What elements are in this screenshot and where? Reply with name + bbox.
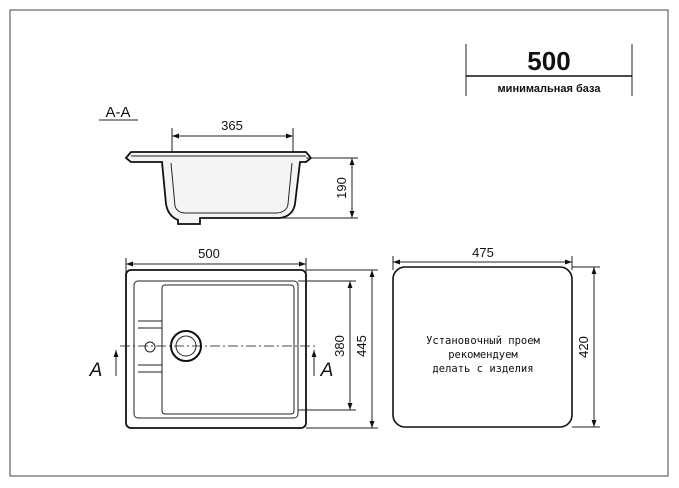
cut-label-left: A — [89, 360, 103, 381]
section-title: А-А — [105, 104, 131, 121]
cut-label-right: A — [320, 360, 334, 381]
top-inner-height-label: 380 — [332, 335, 347, 357]
section-width-label: 365 — [221, 118, 243, 133]
cutout-width-label: 475 — [472, 245, 494, 260]
cutout-outline — [393, 267, 572, 427]
cutout-note-line-2: рекомендуем — [448, 349, 518, 361]
section-depth-label: 190 — [334, 177, 349, 199]
base-value: 500 — [527, 46, 571, 76]
base-caption: минимальная база — [497, 83, 601, 95]
cutout-note-line-3: делать с изделия — [432, 363, 534, 375]
top-outer-height-label: 445 — [354, 335, 369, 357]
cutout-note-line-1: Установочный проем — [426, 335, 540, 347]
cutout-view — [393, 245, 600, 427]
cutout-height-label: 420 — [576, 336, 591, 358]
top-width-label: 500 — [198, 246, 220, 261]
sink-outer-outline — [126, 270, 306, 428]
